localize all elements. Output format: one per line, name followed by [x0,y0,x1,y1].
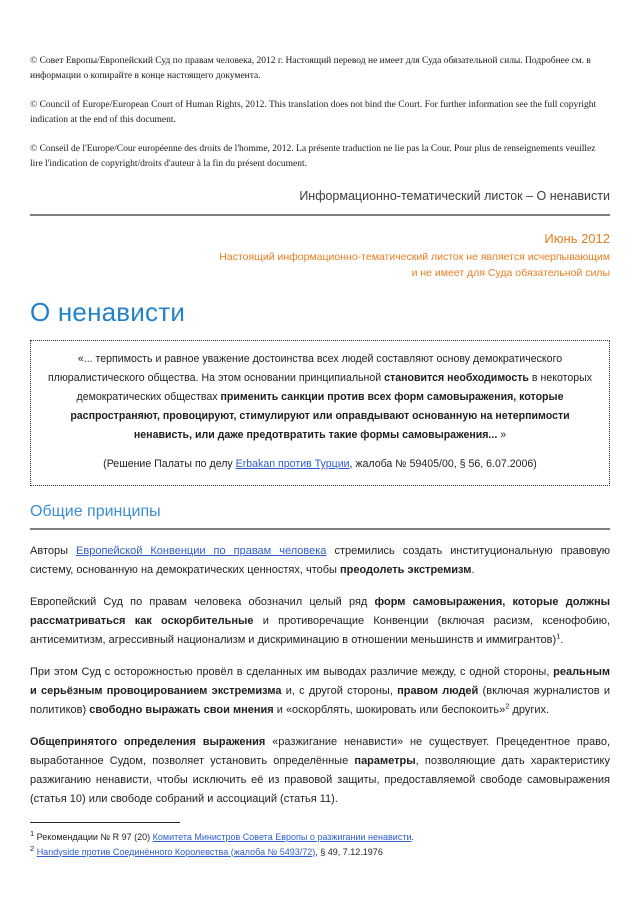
text-segment: » [497,429,507,441]
text-segment: Европейский Суд по правам человека обозначил целый ряд [30,596,375,608]
paragraph-court-distinction [30,663,610,720]
copyright-notice-fr: © Conseil de l'Europe/Cour européenne des droits de l'homme, 2012. La présente traduction ne lie pas la Cour. Pour plus de renseignements veuillez lire l'indication de copyright/droits d'auteur à la fin du présent document. [30,144,596,169]
text-segment: , позволяющие дать характеристику разжиганию ненависти, чтобы исключить её из правовой защиты, предоставляемой свободе самовыражения (статья 10) или свободе собраний и ассоциаций (статья 11). [30,755,610,805]
text-segment: Общепринятого определения выражения [30,736,266,748]
issue-note-line1: Настоящий информационно-тематический листок не является исчерпывающим [219,251,610,263]
copyright-notice-en: © Council of Europe/European Court of Human Rights, 2012. This translation does not bind the Court. For further information see the full copyright indication at the end of this document. [30,100,597,125]
copyright-notice-ru: © Совет Европы/Европейский Суд по правам человека, 2012 г. Настоящий перевод не имеет для Суда обязательной силы. Подробнее см. в информации о копирайте в конце настоящего документа. [30,56,591,81]
text-segment: в некоторых демократических обществах [76,372,593,403]
quote-citation [43,455,597,474]
footnote-ref: 1 [30,829,35,838]
footnotes-block [30,830,610,859]
text-segment: «разжигание ненависти» не существует. Прецедентное право, выработанное Судом, позволяет установить определённые [30,736,611,767]
paragraph-convention-authors [30,542,610,580]
text-segment: свободно выражать свои мнения [89,704,274,716]
recommendation-link[interactable]: Комитета Министров Совета Европы о разжигании ненависти [152,832,412,842]
text-segment: . [560,634,564,646]
text-segment: , жалоба № 59405/00, § 56, 6.07.2006) [349,458,537,470]
text-segment: «... терпимость и равное уважение достоинства всех людей составляют основу демократического плюралистического общества. На этом основании принципиальной [47,353,563,384]
text-segment: становится необходимость [384,372,529,384]
handyside-case-link[interactable]: Handyside против Соединённого Королевства (жалоба № 5493/72) [36,846,316,857]
text-segment: . [471,564,475,576]
erbakan-case-link[interactable]: Erbakan против Турции [235,458,350,470]
section-heading-general-principles: Общие принципы [30,503,610,530]
footnote-ref: 1 [556,631,561,641]
paragraph-forms-of-expression [30,593,610,650]
echr-convention-link[interactable]: Европейской Конвенции по правам человека [76,545,327,557]
text-segment: правом людей [397,685,479,697]
footnote-ref: 2 [30,843,35,853]
doc-header: Информационно-тематический листок – О ненависти [299,189,610,203]
text-segment: Рекомендации № R 97 (20) [34,832,153,842]
text-segment: и противоречащие Конвенции (включая расизм, ксенофобию, антисемитизм, агрессивный национализм и дискриминацию в отношении меньшинств и иммигрантов) [30,615,611,646]
text-segment: параметры [354,755,416,767]
text-segment: , § 49, 7.12.1976 [315,846,383,857]
paragraph-hate-speech-definition [30,733,610,809]
text-segment: и, с другой стороны, [281,685,398,697]
issue-note-line2: и не имеет для Суда обязательной силы [411,267,610,279]
quote-box [30,340,610,486]
text-segment: . [411,832,414,842]
page-title: О ненависти [30,297,186,327]
text-segment: (Решение Палаты по делу [103,458,236,470]
text-segment: При этом Суд с осторожностью провёл в сделанных им выводах различие между, с одной стороны, [30,666,554,678]
issue-block [30,231,610,281]
header-divider [30,214,610,216]
quote-text [43,350,597,445]
text-segment: (включая журналистов и политиков) [30,685,610,716]
text-segment: преодолеть экстремизм [340,564,472,576]
footnote-divider [30,822,180,823]
text-segment: других. [509,704,550,716]
text-segment: реальным и серьёзным провоцированием экстремизма [30,666,610,697]
text-segment: стремились создать институциональную правовую систему, основанную на демократических ценностях, чтобы [30,545,610,576]
footnote-1 [30,830,610,845]
footnote-ref: 2 [505,701,510,711]
text-segment: и «оскорблять, шокировать или беспокоить» [273,704,506,716]
text-segment: Авторы [30,545,77,557]
footnote-2 [30,845,610,860]
issue-date: Июнь 2012 [544,231,610,246]
text-segment: применить санкции против всех форм самовыражения, которые распространяют, провоцируют, стимулируют или оправдывают основанную на нетерпимости ненависть, или даже предотвратить такие формы самовыражения... [70,391,570,441]
text-segment: форм самовыражения, которые должны рассматриваться как оскорбительные [30,596,610,627]
copyright-block [30,54,610,171]
